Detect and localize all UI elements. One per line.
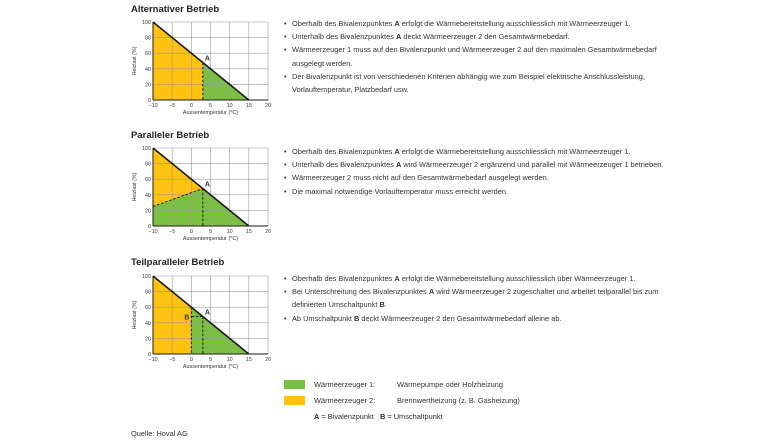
legend-label: Wärmeerzeuger 1: bbox=[314, 380, 376, 389]
y-tick-label: 60 bbox=[145, 305, 151, 312]
y-tick-label: 0 bbox=[148, 352, 151, 358]
y-tick-label: 20 bbox=[145, 208, 151, 215]
x-tick-label: 20 bbox=[265, 229, 271, 235]
chart-svg bbox=[130, 270, 280, 370]
x-tick-label: 10 bbox=[226, 103, 233, 109]
x-tick-label: −5 bbox=[169, 357, 176, 363]
y-tick-label: 80 bbox=[145, 289, 151, 296]
bullet-item: • Wärmeerzeuger 1 muss auf den Bivalenzpunkt und Wärmeerzeuger 2 auf den maximalen Gesamtwärmebedarf ausgelegt werden. bbox=[284, 45, 657, 68]
y-tick-label: 100 bbox=[142, 274, 151, 280]
chart-alternativ bbox=[130, 16, 280, 116]
chart-teilparallel bbox=[130, 270, 280, 370]
x-axis-label: Aussentemperatur (°C) bbox=[182, 236, 239, 242]
chart-svg bbox=[130, 16, 280, 116]
x-tick-label: 15 bbox=[245, 103, 252, 109]
x-axis-label: Aussentemperatur (°C) bbox=[182, 364, 239, 370]
chart-parallel bbox=[130, 142, 280, 242]
legend-desc: Wärmepumpe oder Holzheizung bbox=[397, 380, 503, 389]
bullet-item: • Oberhalb des Bivalenzpunktes A erfolgt die Wärmebereitstellung ausschliesslich mit Wärmeerzeuger 1. bbox=[284, 147, 631, 156]
bullet-item: • Oberhalb des Bivalenzpunktes A erfolgt die Wärmebereitstellung ausschliesslich über Wärmeerzeuger 1. bbox=[284, 274, 636, 283]
legend-label: Wärmeerzeuger 2: bbox=[314, 396, 376, 405]
bullet-item: • Bei Unterschreitung des Bivalenzpunktes A wird Wärmeerzeuger 2 zugeschaltet und arbeitet teilparallel bis zum definierten Umschaltpunkt B. bbox=[284, 287, 659, 310]
x-tick-label: −5 bbox=[169, 103, 176, 109]
x-tick-label: 20 bbox=[265, 357, 271, 363]
legend-point-note bbox=[314, 412, 443, 422]
y-tick-label: 0 bbox=[148, 224, 151, 230]
y-tick-label: 40 bbox=[145, 320, 151, 327]
x-tick-label: 10 bbox=[226, 357, 233, 363]
x-tick-label: 5 bbox=[209, 357, 212, 363]
legend-b-key: B bbox=[379, 412, 386, 421]
bullet-item: • Unterhalb des Bivalenzpunktes A wird Wärmeerzeuger 2 ergänzend und parallel mit Wärmeerzeuger 1 betrieben. bbox=[284, 160, 664, 170]
legend-desc: Brennwertheizung (z. B. Gasheizung) bbox=[397, 396, 520, 405]
x-tick-label: 15 bbox=[245, 357, 252, 363]
bullet-item: • Der Bivalenzpunkt ist von verschiedenen Kriterien abhängig wie zum Beispiel elektrische Anschlussleistung, Vorlauftemperatur, Platzbedarf usw. bbox=[284, 71, 645, 95]
section-title-alternativ: Alternativer Betrieb bbox=[131, 4, 220, 15]
legend-swatch-green bbox=[284, 380, 305, 389]
y-tick-label: 100 bbox=[142, 20, 151, 26]
x-tick-label: 0 bbox=[189, 357, 193, 363]
x-tick-label: −5 bbox=[169, 229, 176, 235]
point-b-label: B bbox=[184, 314, 190, 322]
x-tick-label: −10 bbox=[148, 103, 158, 109]
x-tick-label: 5 bbox=[209, 103, 212, 109]
legend-a-val: = Bivalenzpunkt bbox=[319, 412, 374, 421]
x-tick-label: 0 bbox=[189, 229, 193, 235]
x-axis-label: Aussentemperatur (°C) bbox=[182, 110, 239, 116]
bullets-alternativ bbox=[284, 17, 664, 96]
y-tick-label: 40 bbox=[145, 192, 151, 199]
legend-b-val: = Umschaltpunkt bbox=[385, 412, 443, 421]
bullets-parallel bbox=[284, 145, 664, 198]
section-title-parallel: Paralleler Betrieb bbox=[131, 130, 210, 141]
section-title-teilparallel: Teilparalleler Betrieb bbox=[131, 257, 225, 268]
x-tick-label: 15 bbox=[245, 229, 252, 235]
bullet-item: • Oberhalb des Bivalenzpunktes A erfolgt die Wärmebereitstellung ausschliesslich mit Wärmeerzeuger 1. bbox=[284, 19, 631, 28]
y-tick-label: 60 bbox=[145, 51, 151, 58]
y-tick-label: 80 bbox=[145, 35, 151, 42]
y-tick-label: 80 bbox=[145, 161, 151, 168]
y-tick-label: 40 bbox=[145, 66, 151, 73]
y-tick-label: 60 bbox=[145, 177, 151, 184]
legend-swatch-yellow bbox=[284, 396, 305, 405]
bullet-item: • Wärmeerzeuger 2 muss nicht auf den Gesamtwärmebedarf ausgelegt werden. bbox=[284, 173, 549, 183]
chart-svg bbox=[130, 142, 280, 242]
y-tick-label: 0 bbox=[148, 98, 151, 104]
y-tick-label: 20 bbox=[145, 82, 151, 89]
y-tick-label: 100 bbox=[142, 146, 151, 152]
legend-a-key: A bbox=[314, 412, 320, 421]
x-tick-label: 5 bbox=[209, 229, 212, 235]
y-axis-label: Heizlast (%) bbox=[132, 46, 138, 76]
bullets-teilparallel bbox=[284, 272, 664, 325]
bullet-item: • Unterhalb des Bivalenzpunktes A deckt Wärmeerzeuger 2 den Gesamtwärmebedarf. bbox=[284, 32, 570, 42]
y-axis-label: Heizlast (%) bbox=[132, 172, 138, 202]
y-axis-label: Heizlast (%) bbox=[132, 300, 138, 330]
bullet-item: • Ab Umschaltpunkt B deckt Wärmeerzeuger 2 den Gesamtwärmebedarf alleine ab. bbox=[284, 313, 562, 323]
source-credit: Quelle: Hoval AG bbox=[131, 429, 188, 438]
x-tick-label: 20 bbox=[265, 103, 271, 109]
x-tick-label: −10 bbox=[148, 357, 158, 363]
point-a-label: A bbox=[204, 55, 210, 63]
x-tick-label: 10 bbox=[226, 229, 233, 235]
bullet-item: • Die maximal notwendige Vorlauftemperatur muss erreicht werden. bbox=[284, 186, 509, 196]
point-a-label: A bbox=[204, 181, 210, 189]
x-tick-label: −10 bbox=[148, 229, 158, 235]
point-a-label: A bbox=[204, 309, 210, 317]
y-tick-label: 20 bbox=[145, 336, 151, 343]
area-waermeerzeuger-2 bbox=[153, 22, 203, 100]
x-tick-label: 0 bbox=[189, 103, 193, 109]
